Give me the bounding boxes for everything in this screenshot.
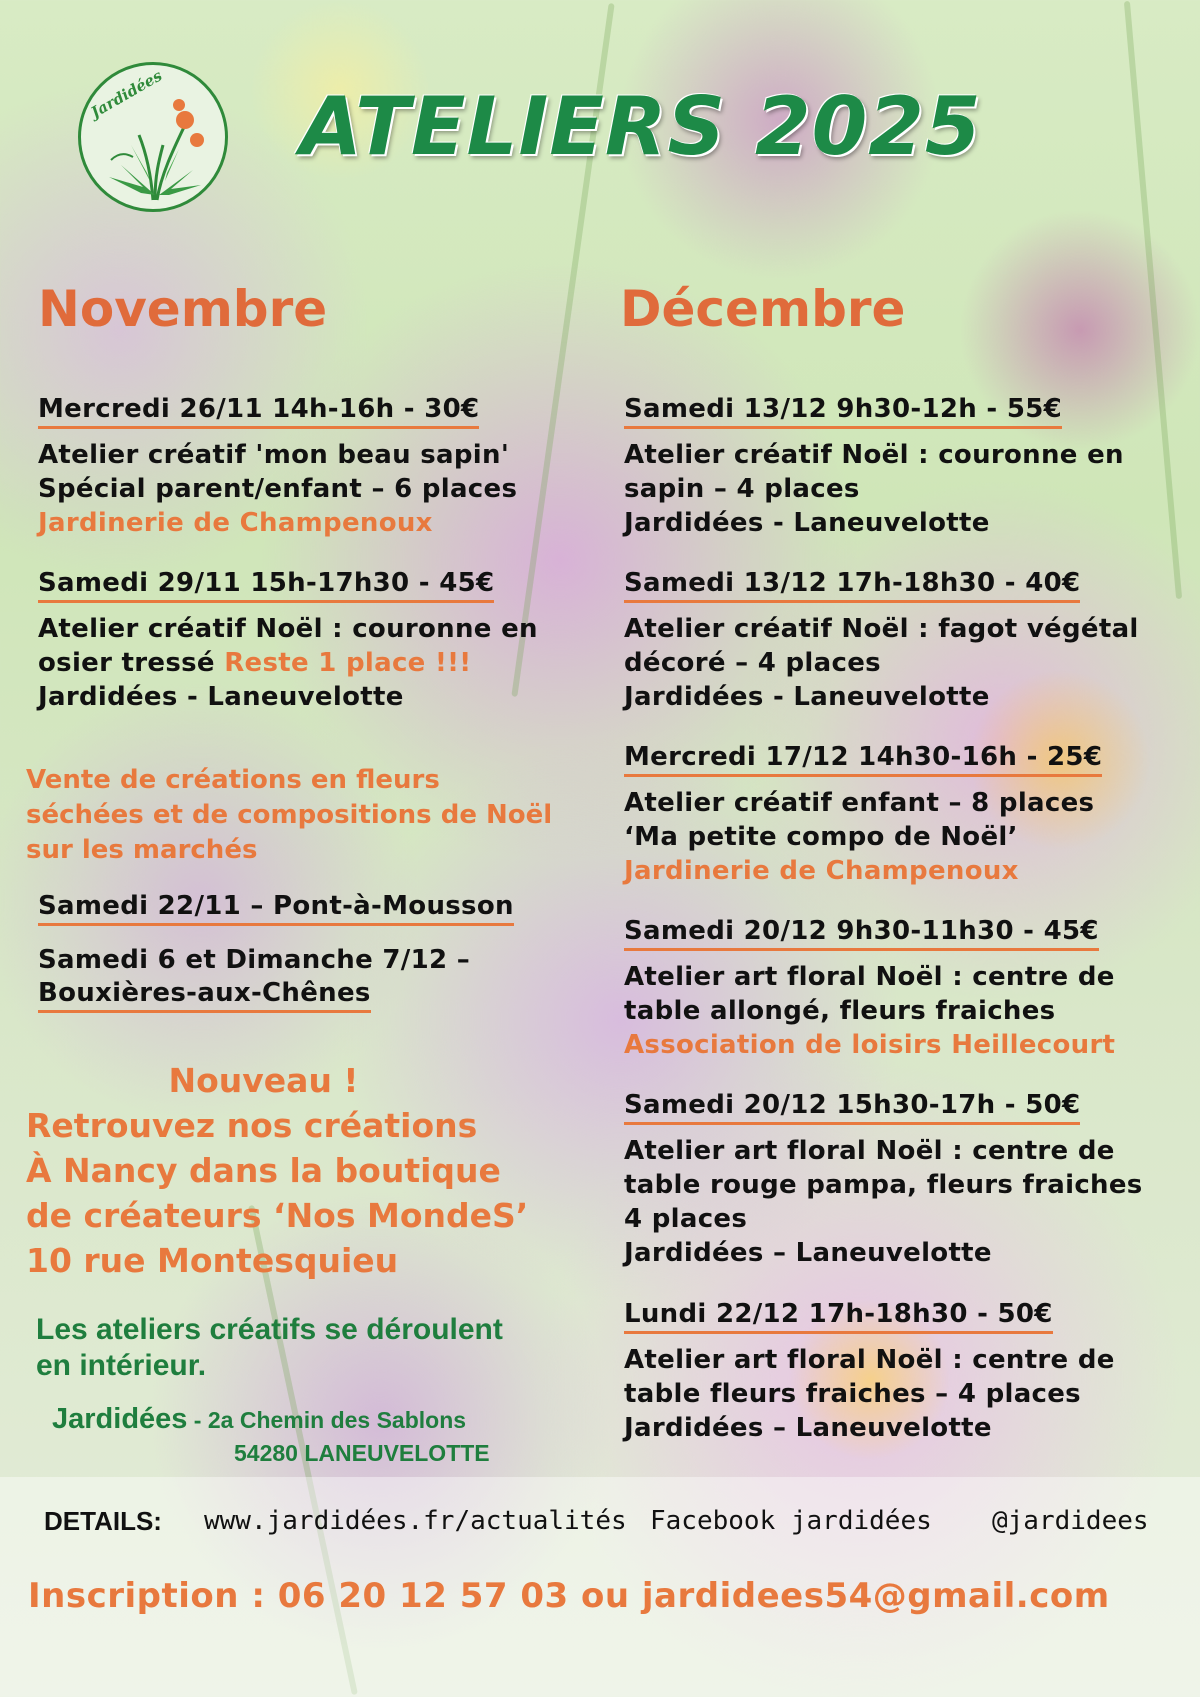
- event-header: Mercredi 26/11 14h-16h - 30€: [38, 393, 479, 429]
- market-header: Samedi 22/11 – Pont-à-Mousson: [38, 890, 514, 926]
- event-line: ‘Ma petite compo de Noël’: [624, 822, 1018, 852]
- event-header: Samedi 13/12 9h30-12h - 55€: [624, 393, 1062, 429]
- event-nov-29: [38, 567, 618, 714]
- details-label: DETAILS:: [44, 1506, 162, 1536]
- page-title: ATELIERS 2025: [300, 80, 982, 173]
- event-nov-26: [38, 393, 618, 540]
- event-place: Jardidées - Laneuvelotte: [624, 682, 990, 712]
- sales-notice: [26, 763, 606, 868]
- event-line: Atelier créatif Noël : couronne en: [624, 440, 1124, 470]
- website-link[interactable]: www.jardidées.fr/actualités: [204, 1506, 627, 1536]
- logo-text: Jardidées: [87, 66, 166, 122]
- event-dec-13-evening: [624, 567, 1200, 714]
- event-line-text: osier tressé: [38, 648, 225, 678]
- event-line: décoré – 4 places: [624, 648, 881, 678]
- event-header: Samedi 29/11 15h-17h30 - 45€: [38, 567, 494, 603]
- event-line: table fleurs fraiches – 4 places: [624, 1379, 1081, 1409]
- address-city: 54280 LANEUVELOTTE: [234, 1440, 490, 1466]
- month-november: Novembre: [38, 280, 328, 338]
- event-line: table rouge pampa, fleurs fraiches: [624, 1170, 1143, 1200]
- event-place: Jardidées - Laneuvelotte: [38, 682, 404, 712]
- flower-illustration: [81, 65, 231, 215]
- event-line: Atelier créatif 'mon beau sapin': [38, 440, 510, 470]
- instagram-handle[interactable]: @jardidees: [992, 1506, 1149, 1536]
- event-line: sapin – 4 places: [624, 474, 860, 504]
- event-line: Atelier créatif Noël : fagot végétal: [624, 614, 1139, 644]
- event-place: Jardinerie de Champenoux: [38, 508, 433, 538]
- new-line: 10 rue Montesquieu: [26, 1241, 399, 1280]
- event-line-with-alert: [38, 646, 618, 680]
- address-street: - 2a Chemin des Sablons: [187, 1407, 467, 1433]
- market-bouxieres: [38, 944, 618, 1013]
- event-dec-13-morning: [624, 393, 1200, 540]
- event-line: Atelier créatif enfant – 8 places: [624, 788, 1095, 818]
- market-pont-a-mousson: [38, 890, 618, 926]
- event-line: Atelier art floral Noël : centre de: [624, 962, 1115, 992]
- event-header: Samedi 13/12 17h-18h30 - 40€: [624, 567, 1080, 603]
- address-name: Jardidées: [52, 1403, 188, 1435]
- event-place: Jardidées – Laneuvelotte: [624, 1413, 992, 1443]
- event-line: Atelier art floral Noël : centre de: [624, 1136, 1115, 1166]
- event-line: Atelier art floral Noël : centre de: [624, 1345, 1115, 1375]
- event-header: Lundi 22/12 17h-18h30 - 50€: [624, 1298, 1053, 1334]
- event-dec-17: [624, 741, 1200, 888]
- new-line: À Nancy dans la boutique: [26, 1151, 501, 1190]
- sales-line: Vente de créations en fleurs: [26, 765, 440, 795]
- new-line: Retrouvez nos créations: [26, 1106, 478, 1145]
- event-line: Spécial parent/enfant – 6 places: [38, 474, 518, 504]
- address: [52, 1402, 572, 1469]
- new-shop-notice: [26, 1058, 606, 1283]
- event-header: Samedi 20/12 9h30-11h30 - 45€: [624, 915, 1099, 951]
- indoor-line: en intérieur.: [36, 1349, 207, 1382]
- event-line: 4 places: [624, 1204, 748, 1234]
- month-december: Décembre: [620, 280, 906, 338]
- event-header: Samedi 20/12 15h30-17h - 50€: [624, 1089, 1080, 1125]
- event-line: Atelier créatif Noël : couronne en: [38, 614, 538, 644]
- facebook-link[interactable]: Facebook jardidées: [650, 1506, 932, 1536]
- event-dec-20-afternoon: [624, 1089, 1200, 1270]
- address-line: [52, 1402, 572, 1437]
- event-place: Jardinerie de Champenoux: [624, 856, 1019, 886]
- event-dec-22: [624, 1298, 1200, 1445]
- event-place: Jardidées – Laneuvelotte: [624, 1238, 992, 1268]
- sales-line: séchées et de compositions de Noël: [26, 800, 553, 830]
- new-label: Nouveau !: [168, 1061, 359, 1100]
- indoor-line: Les ateliers créatifs se déroulent: [36, 1313, 503, 1346]
- event-place: Jardidées - Laneuvelotte: [624, 508, 990, 538]
- event-header: Mercredi 17/12 14h30-16h - 25€: [624, 741, 1102, 777]
- jardidees-logo: [78, 62, 228, 212]
- sales-line: sur les marchés: [26, 835, 258, 865]
- registration-contact[interactable]: Inscription : 06 20 12 57 03 ou jardidees54@gmail.com: [28, 1576, 1110, 1616]
- indoor-notice: [36, 1312, 596, 1384]
- places-remaining-alert: Reste 1 place !!!: [224, 648, 472, 678]
- event-place: Association de loisirs Heillecourt: [624, 1030, 1116, 1060]
- new-line: de créateurs ‘Nos MondeS’: [26, 1196, 529, 1235]
- event-dec-20-morning: [624, 915, 1200, 1062]
- event-line: table allongé, fleurs fraiches: [624, 996, 1056, 1026]
- market-header: Samedi 6 et Dimanche 7/12 –: [38, 945, 470, 975]
- market-location: Bouxières-aux-Chênes: [38, 977, 371, 1013]
